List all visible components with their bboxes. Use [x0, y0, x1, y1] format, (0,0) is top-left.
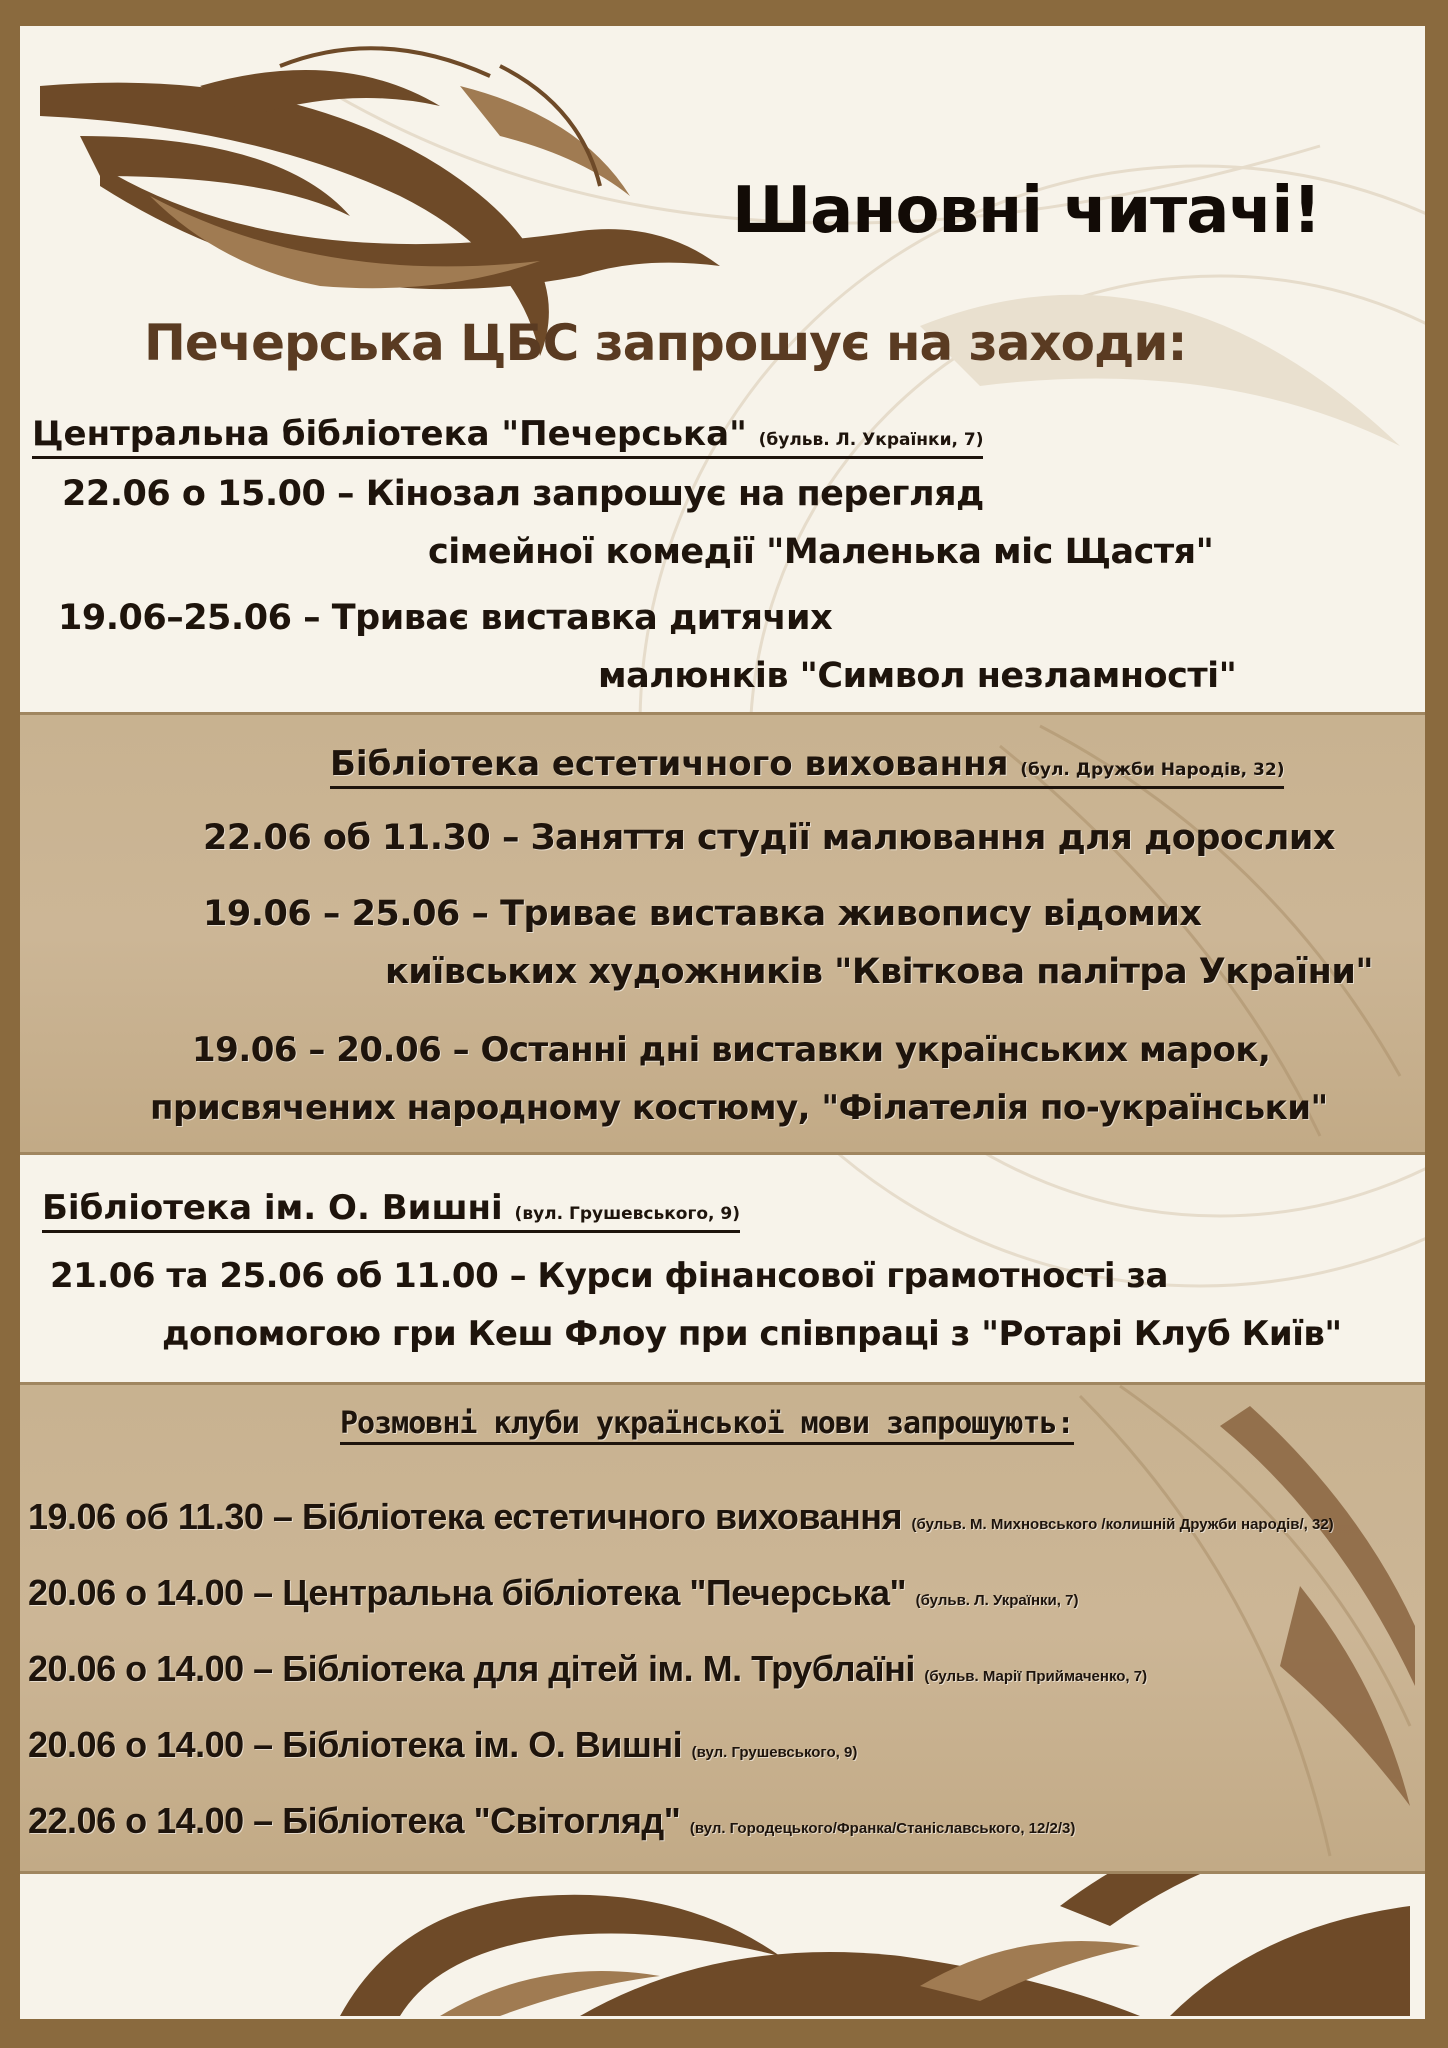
event-line: 19.06 – 25.06 – Триває виставка живопису відомих — [203, 894, 1202, 934]
library-address: (бул. Дружби Народів, 32) — [1020, 760, 1285, 780]
library-name: Центральна бібліотека "Печерська" — [32, 414, 747, 454]
event-line: 22.06 об 11.30 – Заняття студії малювання для дорослих — [203, 818, 1335, 858]
library-heading-vyshni — [42, 1188, 740, 1233]
club-item — [28, 1648, 1147, 1690]
library-address: (бульв. Л. Українки, 7) — [758, 430, 984, 450]
event-line: 19.06–25.06 – Триває виставка дитячих — [58, 598, 833, 638]
page-title: Шановні читачі! — [732, 174, 1321, 248]
library-name: Бібліотека естетичного виховання — [330, 744, 1009, 784]
club-item-address: (бульв. Марії Приймаченко, 7) — [924, 1668, 1148, 1685]
event-line: київських художників "Квіткова палітра України" — [385, 952, 1374, 992]
club-item-text: 19.06 об 11.30 – Бібліотека естетичного виховання — [28, 1496, 903, 1537]
club-item — [28, 1496, 1334, 1538]
club-item-text: 22.06 о 14.00 – Бібліотека "Світогляд" — [28, 1800, 681, 1841]
page-subtitle: Печерська ЦБС запрошує на заходи: — [144, 314, 1187, 372]
club-item-address: (вул. Городецького/Франка/Станіславського, 12/2/3) — [689, 1820, 1076, 1837]
club-item-text: 20.06 о 14.00 – Бібліотека ім. О. Вишні — [28, 1724, 683, 1765]
poster-frame — [20, 26, 1425, 2019]
event-line: присвячених народному костюму, "Філателія по-українськи" — [150, 1088, 1328, 1128]
library-heading-central — [32, 414, 983, 459]
club-item — [28, 1800, 1075, 1842]
library-heading-aesthetic — [330, 744, 1284, 789]
clubs-heading: Розмовні клуби української мови запрошують: — [340, 1406, 1074, 1445]
library-address: (вул. Грушевського, 9) — [514, 1204, 740, 1224]
club-item-text: 20.06 о 14.00 – Бібліотека для дітей ім. М. Трублаїні — [28, 1648, 915, 1689]
library-name: Бібліотека ім. О. Вишні — [42, 1188, 503, 1228]
event-line: малюнків "Символ незламності" — [598, 656, 1237, 696]
event-line: сімейної комедії "Маленька міс Щастя" — [428, 532, 1214, 572]
club-item-address: (бульв. Л. Українки, 7) — [915, 1592, 1079, 1609]
event-line: 22.06 о 15.00 – Кінозал запрошує на перегляд — [62, 474, 984, 514]
event-line: 19.06 – 20.06 – Останні дні виставки українських марок, — [192, 1030, 1271, 1070]
club-item — [28, 1724, 857, 1766]
event-line: 21.06 та 25.06 об 11.00 – Курси фінансової грамотності за — [50, 1256, 1169, 1296]
club-item-text: 20.06 о 14.00 – Центральна бібліотека "Печерська" — [28, 1572, 907, 1613]
event-line: допомогою гри Кеш Флоу при співпраці з "Ротарі Клуб Київ" — [162, 1314, 1342, 1354]
club-item-address: (бульв. М. Михновського /колишній Дружби народів/, 32) — [911, 1516, 1334, 1533]
club-item — [28, 1572, 1078, 1614]
club-item-address: (вул. Грушевського, 9) — [691, 1744, 858, 1761]
